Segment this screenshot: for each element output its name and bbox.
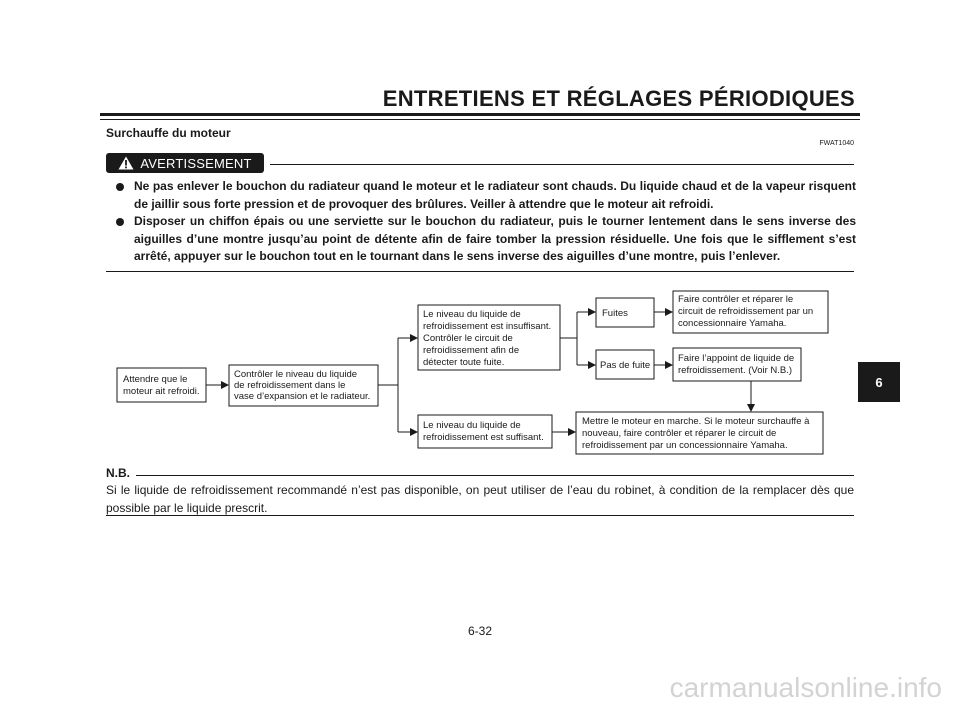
section-title: Surchauffe du moteur (106, 126, 231, 140)
note-bottom-rule (106, 515, 854, 516)
warning-label: AVERTISSEMENT (140, 155, 252, 171)
box-leaks-text: Fuites (602, 308, 628, 319)
warning-item-text: Disposer un chiffon épais ou une serviette sur le bouchon du radiateur, puis le tourner lentement dans le sens inverse des aiguilles d’une montre jusqu’au point de détente afin de faire tomber la pression résiduelle. Une fois que le sifflement s’est arrêté, appuyer sur le bouchon tout en le tournant dans le sens inverse des aiguilles d’une montre, puis l’enlever. (134, 214, 856, 263)
page-header-title: ENTRETIENS ET RÉGLAGES PÉRIODIQUES (382, 86, 855, 111)
chapter-tab: 6 (858, 362, 900, 402)
warning-item-text: Ne pas enlever le bouchon du radiateur quand le moteur et le radiateur sont chauds. Du liquide chaud et de la vapeur risquent de jaillir sous forte pression et de provoquer des brûlures. Veiller à attendre que le moteur ait refroidi. (134, 179, 856, 211)
note-text: Si le liquide de refroidissement recommandé n’est pas disponible, on peut utiliser de l’eau du robinet, à condition de la remplacer dès que possible par le liquide prescrit. (106, 483, 854, 515)
box-restart-text: Mettre le moteur en marche. Si le moteur surchauffe à nouveau, faire contrôler et réparer le circuit de refroidissement par un concessionnaire Yamaha. (582, 416, 810, 451)
page-number: 6-32 (467, 624, 493, 638)
box-sufficient-text: Le niveau du liquide de refroidissement est suffisant. (423, 420, 544, 443)
box-no-leak-text: Pas de fuite (600, 360, 651, 371)
box-insufficient-text: Le niveau du liquide de refroidissement est insuffisant. Contrôler le circuit de refroidissement afin de détecter toute fuite. (423, 309, 552, 368)
note-label: N.B. (106, 466, 130, 480)
box-topup-text: Faire l’appoint de liquide de refroidissement. (Voir N.B.) (678, 353, 795, 376)
box-check-level-text: Contrôler le niveau du liquide de refroidissement dans le vase d’expansion et le radiateur. (234, 369, 371, 402)
reference-code: FWAT1040 (819, 140, 854, 147)
box-repair-text: Faire contrôler et réparer le circuit de refroidissement par un concessionnaire Yamaha. (678, 294, 814, 329)
watermark: carmanualsonline.info (669, 672, 942, 703)
box-wait-text: Attendre que le moteur ait refroidi. (123, 374, 200, 397)
note-rule (136, 475, 854, 476)
